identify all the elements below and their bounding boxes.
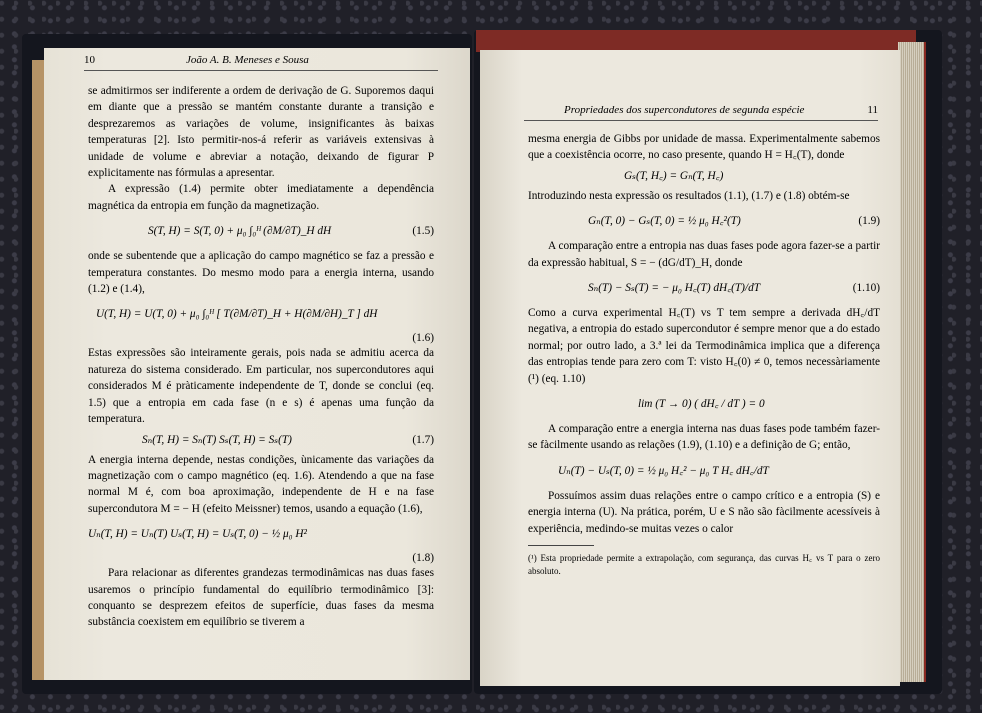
equation-limit: lim (T → 0) ( dH꜀ / dT ) = 0 xyxy=(638,398,765,411)
equation-1-10: Sₙ(T) − Sₛ(T) = − μ₀ H꜀(T) dH꜀(T)/dT (1.10) xyxy=(588,282,880,295)
equation-1-9: Gₙ(T, 0) − Gₛ(T, 0) = ½ μ₀ H꜀²(T) (1.9) xyxy=(588,215,880,228)
left-paragraph-3: onde se subentende que a aplicação do campo magnético se faz a pressão e temperatura constantes. Do mesmo modo para a energia interna, usando (1.2) e (1.4), xyxy=(88,250,434,296)
equation-1-6: U(T, H) = U(T, 0) + μ₀ ∫₀ᴴ [ T(∂M/∂T)_H + H(∂M/∂H)_T ] dH xyxy=(96,308,378,321)
left-paragraph-5: A energia interna depende, nestas condições, ùnicamente das variações da magnetização com o campo magnético (eq. 1.6). Atendendo a que na fase normal M é, com boa aproximação, independente de H e na fase supercondutora M = − H (efeito Meissner) temos, usando a equação (1.6), xyxy=(88,453,434,515)
right-page-content xyxy=(480,50,900,686)
right-paragraph-2: Introduzindo nesta expressão os resultados (1.1), (1.7) e (1.8) obtém-se xyxy=(528,189,850,202)
equation-internal-energy: Uₙ(T) − Uₛ(T, 0) = ½ μ₀ H꜀² − μ₀ T H꜀ dH꜀/dT xyxy=(558,464,769,477)
page-stack xyxy=(898,42,926,682)
footnote-rule xyxy=(528,545,594,546)
equation-1-6-tag: (1.6) xyxy=(412,332,434,345)
right-running-header xyxy=(524,104,878,121)
right-running-head: Propriedades dos supercondutores de segunda espécie xyxy=(564,104,805,116)
equation-1-8-tag: (1.8) xyxy=(412,552,434,565)
left-page-number: 10 xyxy=(84,54,95,66)
footnote: (¹) Esta propriedade permite a extrapolação, com segurança, das curvas H꜀ vs T para o zero absoluto. xyxy=(528,553,880,577)
right-paragraph-5: A comparação entre a energia interna nas duas fases pode também fazer-se fàcilmente usando as relações (1.9), (1.10) e a definição de G; então, xyxy=(528,423,880,452)
right-paragraph-3: A comparação entre a entropia nas duas fases pode agora fazer-se a partir da expressão habitual, S = − (dG/dT)_H, donde xyxy=(528,240,880,269)
left-paragraph-1: se admitirmos ser indiferente a ordem de derivação de G. Suporemos daqui em diante que a pressão se mantém constante durante a transição e desprezaremos as variações de volume, insignificantes às baixas temperaturas [2]. Isto permitir-nos-á referir as variáveis extensivas à unidade de volume e abreviar a notação, deixando de figurar P explicitamente nas fórmulas a apresentar. xyxy=(88,85,434,180)
equation-gibbs: Gₛ(T, H꜀) = Gₙ(T, H꜀) xyxy=(624,169,724,182)
left-body xyxy=(88,83,434,631)
right-body xyxy=(528,131,880,578)
left-running-header xyxy=(84,54,438,71)
left-paragraph-6: Para relacionar as diferentes grandezas termodinâmicas nas duas fases usaremos o princípio fundamental do equilíbrio termodinâmico [3]: conquanto se desprezem efeitos de superfície, duas fases da mesma substância coexistem em equilíbrio se tiverem a xyxy=(88,567,434,629)
left-paragraph-4: Estas expressões são inteiramente gerais, pois nada se admitiu acerca da natureza do sistema considerado. Em particular, nos supercondutores aqui considerados M é pràticamente independente de T, donde se conclui (eq. 1.5) que a entropia em cada fase (n e s) é apenas uma função da temperatura. xyxy=(88,347,434,426)
right-paragraph-1: mesma energia de Gibbs por unidade de massa. Experimentalmente sabemos que a coexistência ocorre, no caso presente, quando H = H꜀(T), donde xyxy=(528,133,880,162)
red-page-edge xyxy=(476,30,916,52)
equation-1-8: Uₙ(T, H) = Uₙ(T) Uₛ(T, H) = Uₛ(T, 0) − ½ μ₀ H² xyxy=(88,528,307,541)
right-page-number: 11 xyxy=(867,104,878,116)
right-paragraph-6: Possuímos assim duas relações entre o campo crítico e a entropia (S) e energia interna (U). Na prática, porém, U e S não são fàcilmente acessíveis à experiência, medindo-se muitas vezes o calor xyxy=(528,489,880,535)
equation-1-5: S(T, H) = S(T, 0) + μ₀ ∫₀ᴴ (∂M/∂T)_H dH (1.5) xyxy=(148,225,434,238)
left-paragraph-2: A expressão (1.4) permite obter imediatamente a dependência magnética da entropia em função da magnetização. xyxy=(88,183,434,212)
equation-1-7: Sₙ(T, H) = Sₙ(T) Sₛ(T, H) = Sₛ(T) (1.7) xyxy=(142,433,434,446)
right-paragraph-4: Como a curva experimental H꜀(T) vs T tem sempre a derivada dH꜀/dT negativa, a entropia do estado supercondutor é sempre menor que a do estado normal; por outro lado, a 3.ª lei da Termodinâmica implica que a diferença das entropias tende para zero com T: visto H꜀(0) ≠ 0, temos necessàriamente (¹) (eq. 1.10) xyxy=(528,307,880,385)
left-running-head: João A. B. Meneses e Sousa xyxy=(186,54,309,66)
